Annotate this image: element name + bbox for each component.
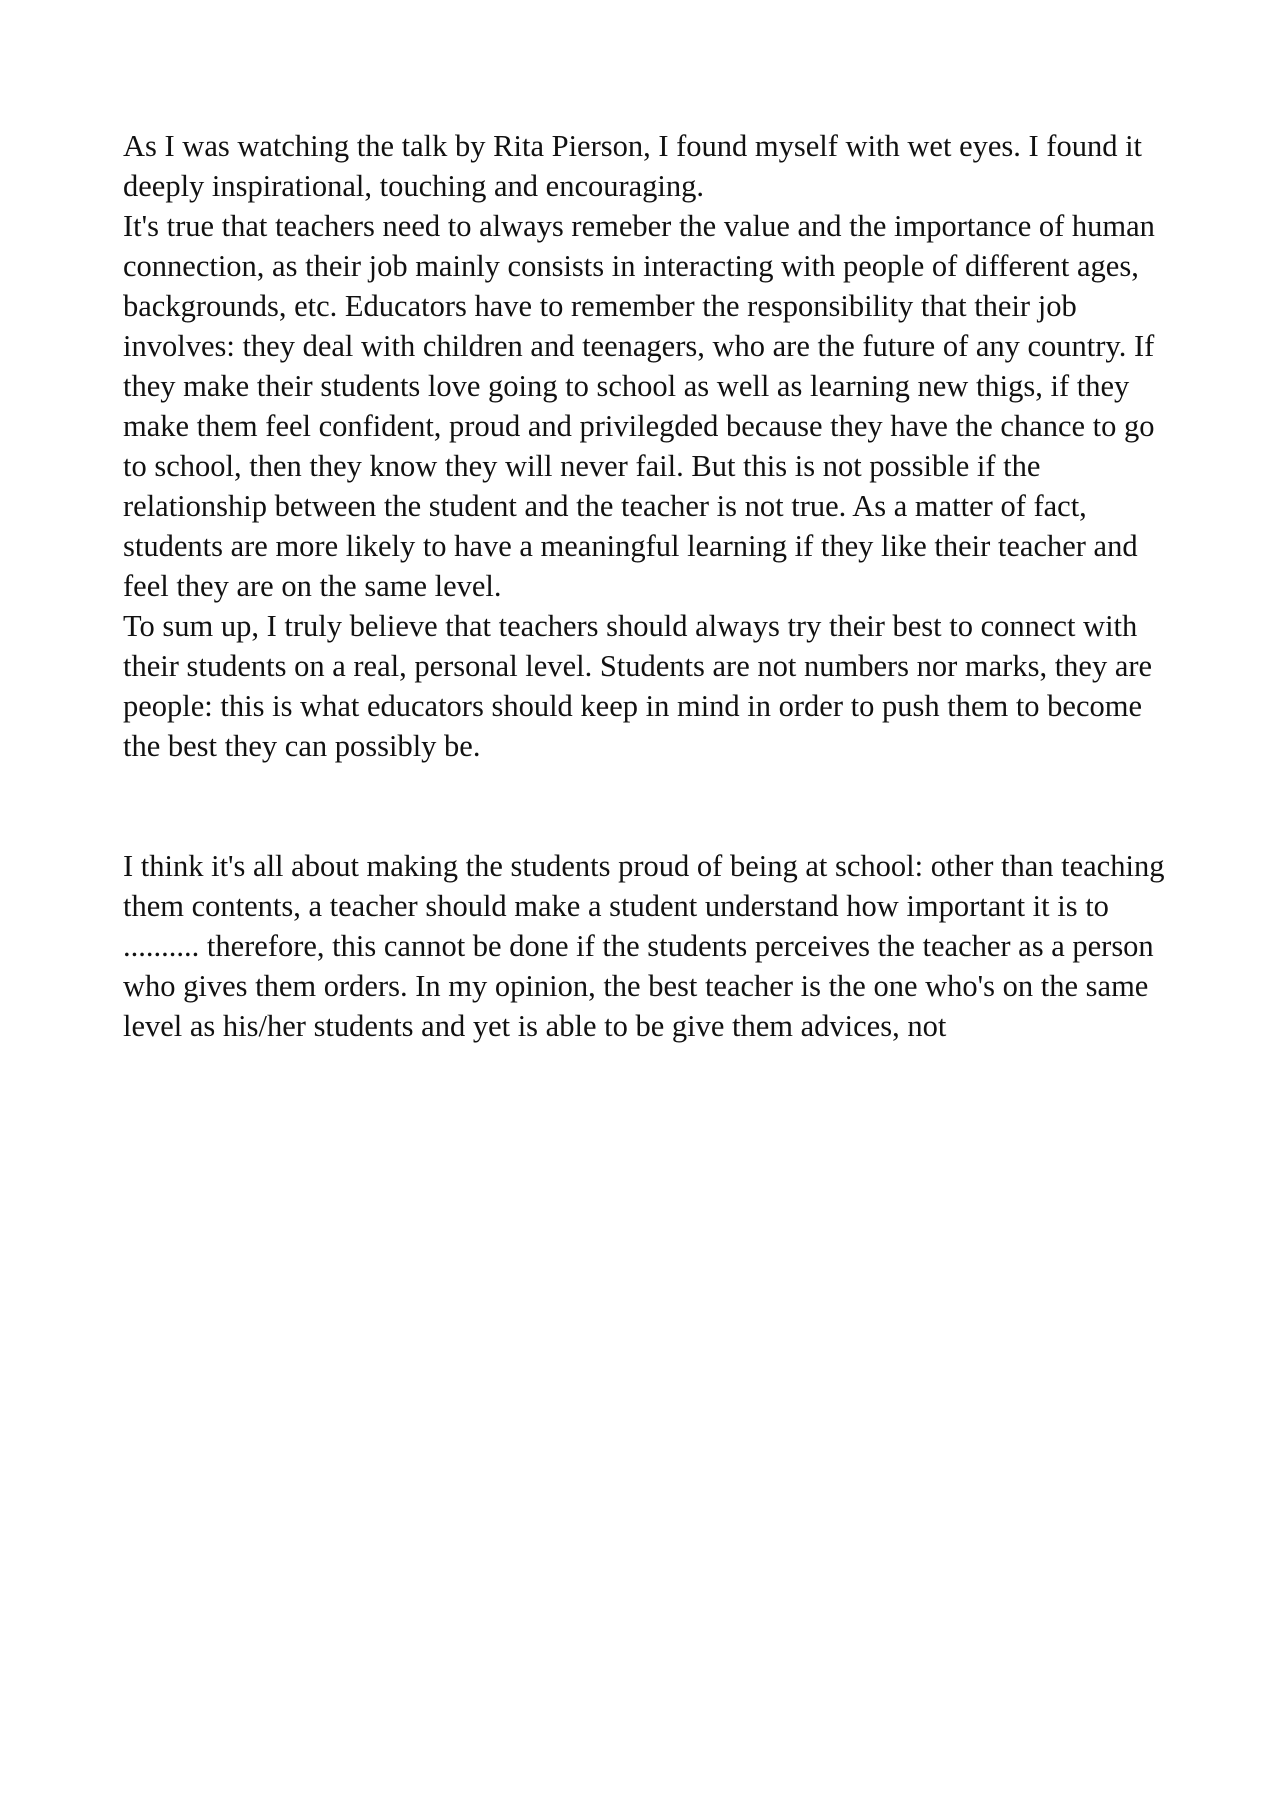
paragraph-conclusion: To sum up, I truly believe that teachers should always try their best to connect with their students on a real, personal level. Students are not numbers nor marks, they are people: this is what educators should keep in mind in order to push them to become the best they can possibly be. [123, 609, 1153, 763]
blank-gap [123, 766, 1183, 846]
paragraph-human-connection: It's true that teachers need to always remeber the value and the importance of human connection, as their job mainly consists in interacting with people of different ages, backgrounds, etc. Educators have to remember the responsibility that their job involves: they deal with children and teenagers, who are the future of any country. If they make their students love going to school as well as learning new thigs, if they make them feel confident, proud and privilegded because they have the chance to go to school, then they know they will never fail. But this is not possible if the relationship between the student and the teacher is not true. As a matter of fact, students are more likely to have a meaningful learning if they like their teacher and feel they are on the same level. [123, 209, 1155, 603]
paragraph-draft-notes: I think it's all about making the students proud of being at school: other than teaching them contents, a teacher should make a student understand how important it is to .......... therefore, this cannot be done if the students perceives the teacher as a person who gives them orders. In my opinion, the best teacher is the one who's on the same level as his/her students and yet is able to be give them advices, not [123, 849, 1165, 1043]
paragraph-intro: As I was watching the talk by Rita Pierson, I found myself with wet eyes. I found it deeply inspirational, touching and encouraging. [123, 129, 1143, 203]
document-body [123, 126, 1183, 1046]
